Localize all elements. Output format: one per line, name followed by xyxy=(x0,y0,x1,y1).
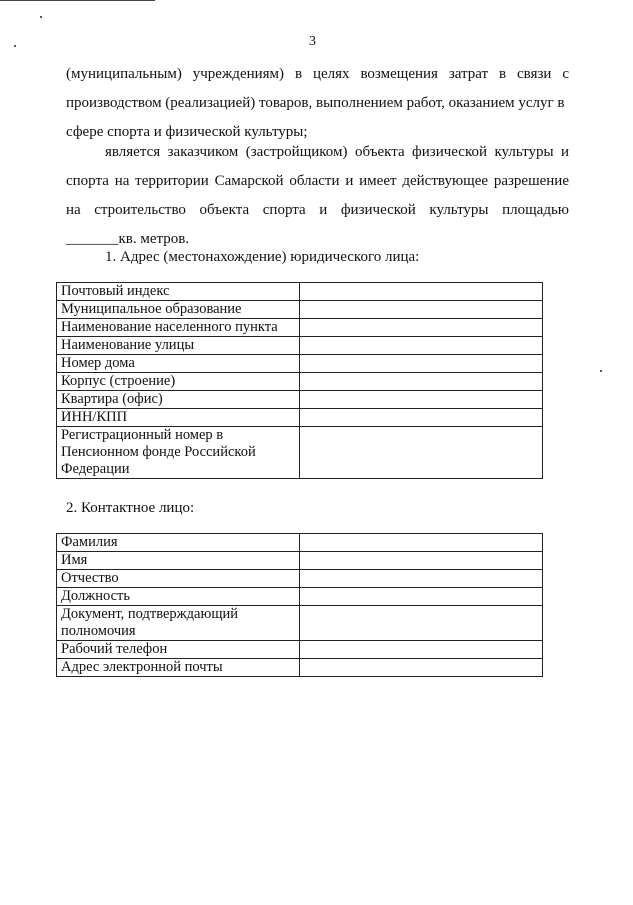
field-label: Должность xyxy=(57,588,300,606)
table-row xyxy=(57,283,543,301)
field-label: Наименование улицы xyxy=(57,337,300,355)
table-row xyxy=(57,373,543,391)
table-row xyxy=(57,355,543,373)
field-label: Документ, подтверждающий полномочия xyxy=(57,606,300,641)
scan-edge-line xyxy=(0,0,155,1)
field-value-cell[interactable] xyxy=(300,659,543,677)
field-value-cell[interactable] xyxy=(300,588,543,606)
section2-heading: 2. Контактное лицо: xyxy=(66,500,195,516)
intro-line: (муниципальным) учреждениям) в целях возмещения затрат в связи с xyxy=(66,66,569,82)
field-value-cell[interactable] xyxy=(300,570,543,588)
condition-line: является заказчиком (застройщиком) объекта физической культуры и xyxy=(105,144,569,160)
condition-line: на строительство объекта спорта и физической культуры площадью xyxy=(66,202,569,218)
field-label: Квартира (офис) xyxy=(57,391,300,409)
table-row xyxy=(57,552,543,570)
field-value-cell[interactable] xyxy=(300,409,543,427)
field-value-cell[interactable] xyxy=(300,319,543,337)
field-label: Фамилия xyxy=(57,534,300,552)
field-label: Муниципальное образование xyxy=(57,301,300,319)
intro-paragraph xyxy=(66,60,569,147)
field-value-cell[interactable] xyxy=(300,337,543,355)
field-value-cell[interactable] xyxy=(300,641,543,659)
table-row xyxy=(57,641,543,659)
table-row xyxy=(57,319,543,337)
section1-heading: 1. Адрес (местонахождение) юридического лица: xyxy=(105,249,420,265)
condition-line: спорта на территории Самарской области и имеет действующее разрешение xyxy=(66,173,569,189)
legal-address-table xyxy=(56,282,543,479)
field-label: Имя xyxy=(57,552,300,570)
field-label: Почтовый индекс xyxy=(57,283,300,301)
table-row xyxy=(57,409,543,427)
field-value-cell[interactable] xyxy=(300,606,543,641)
table-row xyxy=(57,391,543,409)
field-value-cell[interactable] xyxy=(300,427,543,479)
condition-line: _______кв. метров. xyxy=(66,231,190,247)
field-label: ИНН/КПП xyxy=(57,409,300,427)
field-value-cell[interactable] xyxy=(300,391,543,409)
field-value-cell[interactable] xyxy=(300,552,543,570)
table-row xyxy=(57,659,543,677)
table-row xyxy=(57,534,543,552)
field-label: Наименование населенного пункта xyxy=(57,319,300,337)
intro-line: сфере спорта и физической культуры; xyxy=(66,124,308,140)
scan-speck xyxy=(600,370,602,372)
field-value-cell[interactable] xyxy=(300,373,543,391)
field-label: Номер дома xyxy=(57,355,300,373)
page-number: 3 xyxy=(309,34,316,49)
table-row xyxy=(57,337,543,355)
table-row xyxy=(57,588,543,606)
table-row xyxy=(57,301,543,319)
table-row xyxy=(57,570,543,588)
field-label: Регистрационный номер в Пенсионном фонде Российской Федерации xyxy=(57,427,300,479)
field-value-cell[interactable] xyxy=(300,534,543,552)
field-value-cell[interactable] xyxy=(300,301,543,319)
field-value-cell[interactable] xyxy=(300,355,543,373)
field-value-cell[interactable] xyxy=(300,283,543,301)
scan-speck xyxy=(40,16,42,18)
scan-speck xyxy=(14,45,16,47)
table-row xyxy=(57,606,543,641)
intro-line: производством (реализацией) товаров, выполнением работ, оказанием услуг в xyxy=(66,95,565,111)
field-label: Адрес электронной почты xyxy=(57,659,300,677)
field-label: Рабочий телефон xyxy=(57,641,300,659)
condition-paragraph xyxy=(66,138,569,254)
field-label: Корпус (строение) xyxy=(57,373,300,391)
contact-person-table xyxy=(56,533,543,677)
table-row xyxy=(57,427,543,479)
field-label: Отчество xyxy=(57,570,300,588)
